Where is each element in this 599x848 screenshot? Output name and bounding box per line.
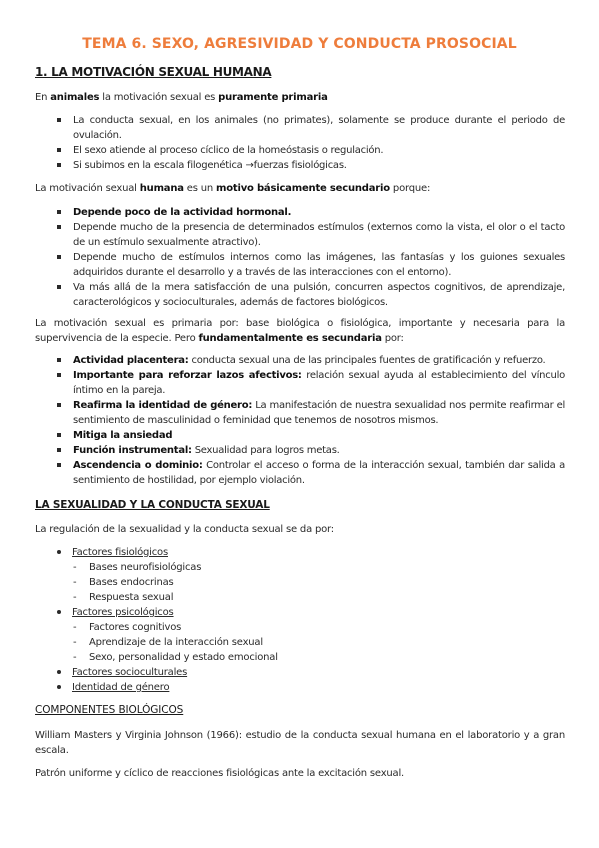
list-item-text: La conducta sexual, en los animales (no primates), solamente se produce durante el periodo de ovulación. — [73, 115, 565, 141]
animal-list — [57, 113, 565, 173]
list-item — [57, 113, 565, 143]
round-bullet-icon — [57, 550, 61, 554]
list-item — [57, 143, 565, 158]
list-item-text: Factores socioculturales — [72, 667, 188, 678]
list-item-text: Depende poco de la actividad hormonal. — [73, 207, 292, 218]
list-item-text: Va más allá de la mera satisfacción de una pulsión, concurren aspectos cognitivos, de aprendizaje, caracterológicos y socioculturales, además de factores biológicos. — [73, 282, 565, 308]
sub-list-item-text: Bases endocrinas — [89, 577, 174, 588]
list-item-text: Factores fisiológicos — [72, 547, 168, 558]
document-title: TEMA 6. SEXO, AGRESIVIDAD Y CONDUCTA PROSOCIAL — [82, 36, 517, 52]
list-item-label: Reafirma la identidad de género: — [73, 400, 253, 411]
primary-secondary-paragraph — [35, 316, 565, 346]
list-item-text: conducta sexual una de las principales fuentes de gratificación y refuerzo. — [188, 355, 546, 366]
list-item — [57, 353, 565, 368]
square-bullet-icon — [57, 358, 61, 362]
list-item — [57, 205, 565, 220]
list-item-text: Si subimos en la escala filogenética →fuerzas fisiológicas. — [73, 160, 347, 171]
square-bullet-icon — [57, 448, 61, 452]
list-item — [57, 220, 565, 250]
list-item-text: Depende mucho de estímulos internos como las imágenes, las fantasías y los guiones sexuales adquiridos durante el desarrollo y a través de las interacciones con el entorno). — [73, 252, 565, 278]
bold-text: animales — [50, 92, 100, 103]
list-item — [57, 280, 565, 310]
list-item-label: Ascendencia o dominio: — [73, 460, 203, 471]
round-bullet-icon — [57, 670, 61, 674]
list-item — [57, 443, 565, 458]
list-item — [57, 398, 565, 428]
round-bullet-icon — [57, 685, 61, 689]
round-bullet-icon — [57, 610, 61, 614]
sub-list-item — [57, 650, 537, 665]
square-bullet-icon — [57, 403, 61, 407]
sub-list-item-text: Respuesta sexual — [89, 592, 174, 603]
square-bullet-icon — [57, 148, 61, 152]
dash-bullet-icon: - — [73, 577, 77, 588]
square-bullet-icon — [57, 163, 61, 167]
list-item — [57, 428, 565, 443]
list-item-label: Función instrumental: — [73, 445, 192, 456]
list-item-label: Actividad placentera: — [73, 355, 189, 366]
square-bullet-icon — [57, 210, 61, 214]
section-heading-sexuality: LA SEXUALIDAD Y LA CONDUCTA SEXUAL — [35, 499, 270, 511]
square-bullet-icon — [57, 463, 61, 467]
sub-list-item-text: Sexo, personalidad y estado emocional — [89, 652, 278, 663]
list-item-label: Mitiga la ansiedad — [73, 430, 173, 441]
masters-johnson-paragraph: William Masters y Virginia Johnson (1966): estudio de la conducta sexual humana en el laboratorio y a gran escala. — [35, 730, 565, 756]
pattern-paragraph: Patrón uniforme y cíclico de reacciones fisiológicas ante la excitación sexual. — [35, 768, 405, 779]
section-heading-biological: COMPONENTES BIOLÓGICOS — [35, 704, 184, 716]
sub-list-item-text: Aprendizaje de la interacción sexual — [89, 637, 263, 648]
square-bullet-icon — [57, 285, 61, 289]
dash-bullet-icon: - — [73, 562, 77, 573]
list-item-label: Importante para reforzar lazos afectivos: — [73, 370, 302, 381]
list-item — [57, 368, 565, 398]
bold-text: humana — [139, 183, 184, 194]
list-item-text: Depende mucho de la presencia de determinados estímulos (externos como la vista, el olor o el tacto de un estímulo sexualmente atractivo). — [73, 222, 565, 248]
list-item — [57, 158, 565, 173]
text-span: La motivación sexual — [35, 183, 140, 194]
bold-text: fundamentalmente es secundaria — [198, 333, 382, 344]
secondary-reasons-list — [57, 353, 565, 488]
list-item — [57, 250, 565, 280]
text-span: es un — [183, 183, 216, 194]
list-item-text: El sexo atiende al proceso cíclico de la homeóstasis o regulación. — [73, 145, 384, 156]
human-intro-paragraph — [35, 181, 565, 196]
square-bullet-icon — [57, 255, 61, 259]
dash-bullet-icon: - — [73, 637, 77, 648]
list-item — [57, 665, 537, 680]
text-span: la motivación sexual es — [99, 92, 219, 103]
animals-intro-paragraph — [35, 90, 565, 105]
list-item — [57, 458, 565, 488]
sub-list-item — [57, 575, 537, 590]
regulation-intro-paragraph: La regulación de la sexualidad y la conducta sexual se da por: — [35, 524, 334, 535]
text-span: por: — [381, 333, 404, 344]
square-bullet-icon — [57, 118, 61, 122]
square-bullet-icon — [57, 225, 61, 229]
list-item-text: Sexualidad para logros metas. — [191, 445, 340, 456]
human-list — [57, 205, 565, 310]
sub-list-item-text: Bases neurofisiológicas — [89, 562, 202, 573]
sub-list-item-text: Factores cognitivos — [89, 622, 182, 633]
dash-bullet-icon: - — [73, 652, 77, 663]
bold-text: motivo básicamente secundario — [216, 183, 390, 194]
list-item — [57, 605, 537, 620]
sub-list-item — [57, 620, 537, 635]
list-item — [57, 680, 537, 695]
list-item-text: relación sexual ayuda al establecimiento del vínculo íntimo en la pareja. — [73, 370, 565, 396]
list-item-text: Controlar el acceso o forma de la interacción sexual, también dar salida a sentimiento de hostilidad, por ejemplo violación. — [73, 460, 566, 486]
factors-list — [57, 545, 537, 695]
sub-list-item — [57, 635, 537, 650]
text-span: porque: — [389, 183, 431, 194]
dash-bullet-icon: - — [73, 622, 77, 633]
list-item-text: Identidad de género — [72, 682, 170, 693]
sub-list-item — [57, 590, 537, 605]
text-span: La motivación sexual es primaria por: base biológica o fisiológica, importante y necesaria para la supervivencia de la especie. Pero — [35, 318, 565, 344]
list-item — [57, 545, 537, 560]
text-span: En — [35, 92, 51, 103]
list-item-text: La manifestación de nuestra sexualidad nos permite reafirmar el sentimiento de masculinidad o feminidad que tenemos de nosotros mismos. — [73, 400, 565, 426]
bold-text: puramente primaria — [218, 92, 328, 103]
list-item-text: Factores psicológicos — [72, 607, 174, 618]
section-heading-motivation: 1. LA MOTIVACIÓN SEXUAL HUMANA — [35, 65, 272, 79]
dash-bullet-icon: - — [73, 592, 77, 603]
square-bullet-icon — [57, 433, 61, 437]
square-bullet-icon — [57, 373, 61, 377]
sub-list-item — [57, 560, 537, 575]
